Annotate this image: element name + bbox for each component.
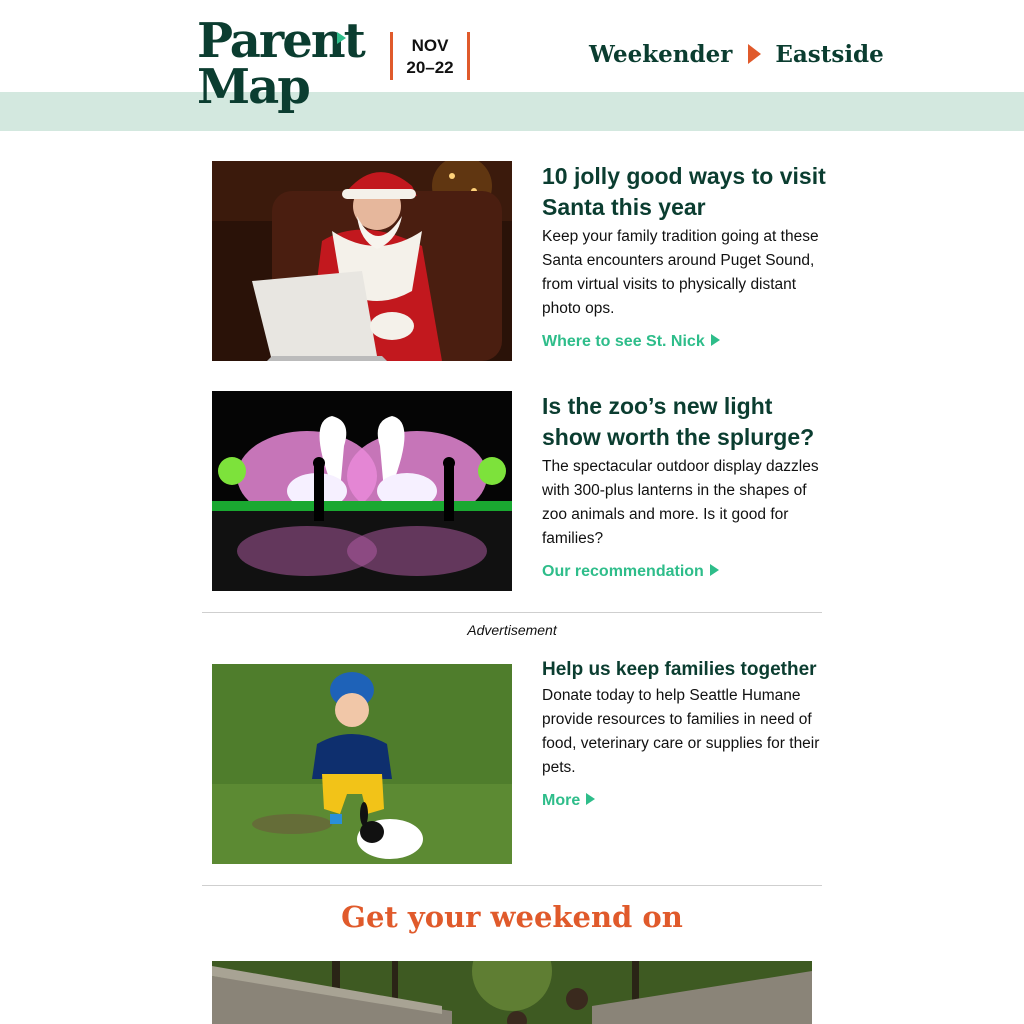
ad-title[interactable]: Help us keep families together bbox=[542, 659, 817, 680]
issue-date-month: NOV bbox=[411, 36, 449, 55]
story-link-zoo[interactable] bbox=[542, 563, 719, 581]
ad-body: Donate today to help Seattle Humane provide resources to families in need of food, veterinary care or supplies for their pets. bbox=[542, 687, 820, 776]
logo-line-2: Map bbox=[197, 59, 309, 115]
header-band bbox=[0, 92, 1024, 131]
email-header bbox=[0, 0, 1024, 131]
story-text bbox=[542, 391, 827, 581]
story-link-label: Our recommendation bbox=[542, 563, 704, 580]
divider bbox=[202, 885, 822, 886]
story-body: Keep your family tradition going at these Santa encounters around Puget Sound, from virtual visits to physically distant photo ops. bbox=[542, 228, 819, 317]
right-arrow-icon bbox=[748, 44, 761, 64]
story-title[interactable]: Is the zoo’s new light show worth the splurge? bbox=[542, 393, 815, 450]
santa-photo[interactable] bbox=[212, 161, 512, 361]
story-body: The spectacular outdoor display dazzles with 300-plus lanterns in the shapes of zoo animals and more. Is it good for families? bbox=[542, 458, 819, 547]
logo-line-1: Parent bbox=[197, 13, 364, 69]
edition-nav bbox=[589, 38, 884, 70]
story-link-santa[interactable] bbox=[542, 333, 720, 351]
issue-date bbox=[390, 32, 470, 80]
play-arrow-icon bbox=[586, 793, 595, 805]
region-label: Eastside bbox=[775, 40, 884, 68]
section-heading: Get your weekend on bbox=[341, 900, 683, 934]
swan-lanterns-photo[interactable] bbox=[212, 391, 512, 591]
logo-play-icon bbox=[337, 32, 346, 44]
child-with-bunny-photo[interactable] bbox=[212, 664, 512, 864]
story-text bbox=[542, 658, 827, 810]
story-text bbox=[542, 161, 827, 351]
ad-link-label: More bbox=[542, 792, 581, 809]
play-arrow-icon bbox=[711, 334, 720, 346]
parentmap-logo[interactable] bbox=[197, 13, 364, 115]
edition-label: Weekender bbox=[589, 40, 733, 68]
forest-bridge-photo[interactable] bbox=[212, 961, 812, 1024]
advertisement-label: Advertisement bbox=[467, 622, 557, 638]
play-arrow-icon bbox=[710, 564, 719, 576]
story-link-label: Where to see St. Nick bbox=[542, 333, 705, 350]
divider bbox=[202, 612, 822, 613]
ad-more-link[interactable] bbox=[542, 792, 595, 810]
story-title[interactable]: 10 jolly good ways to visit Santa this year bbox=[542, 163, 826, 220]
issue-date-range: 20–22 bbox=[406, 58, 454, 77]
